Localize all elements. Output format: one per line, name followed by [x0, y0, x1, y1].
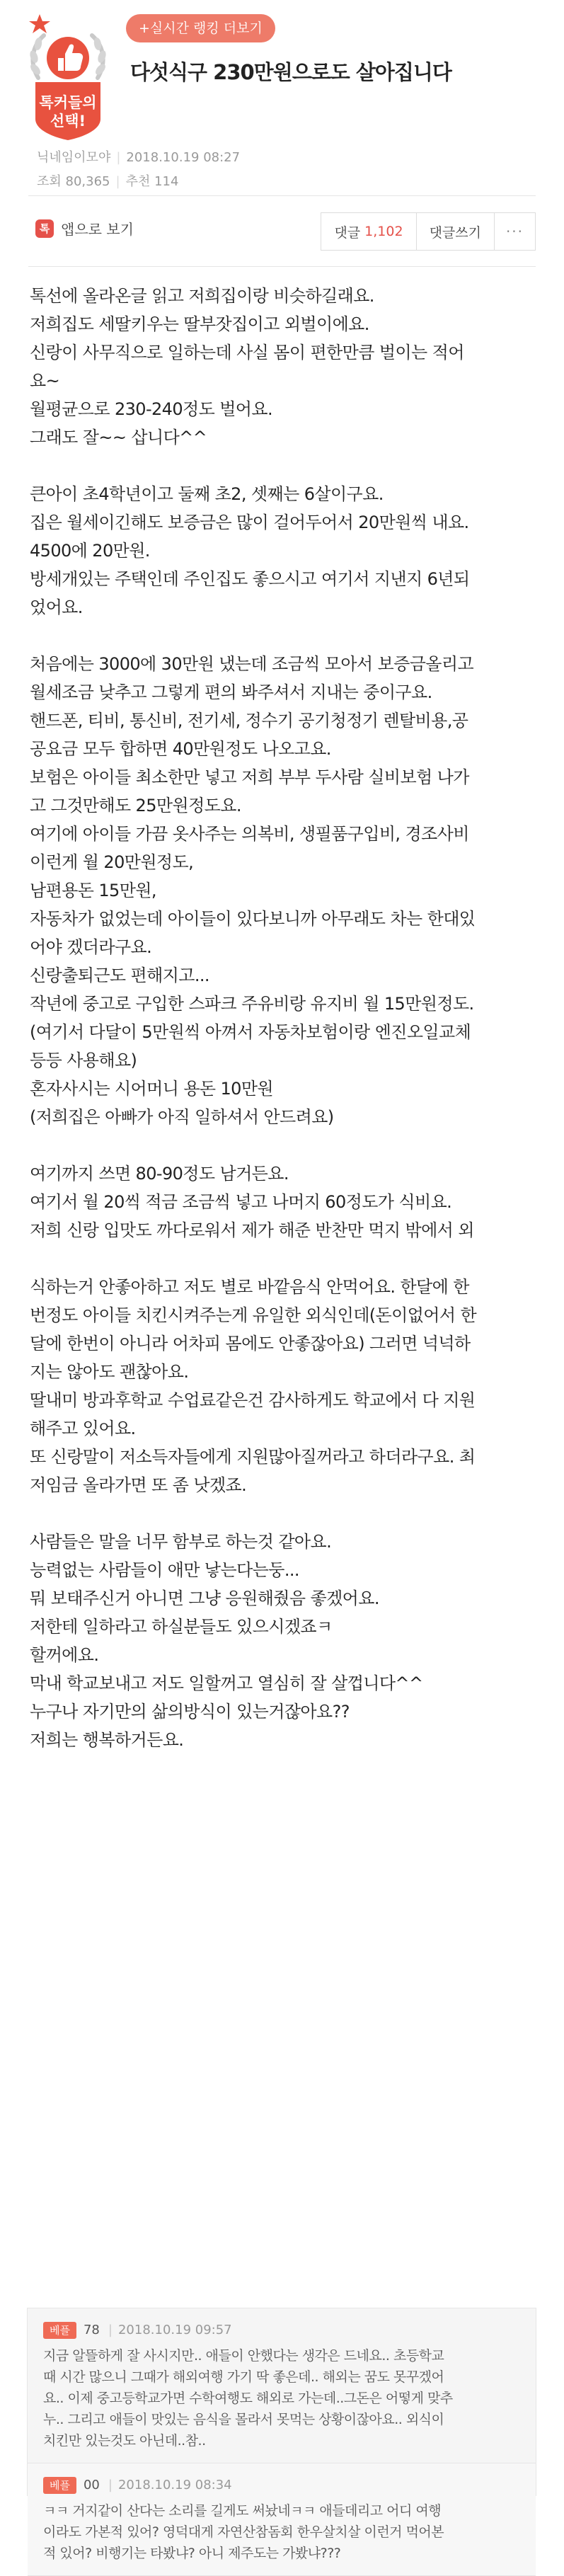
- comment-line: 누.. 그리고 애들이 맛있는 음식을 몰라서 못먹는 상황이잖아요.. 외식이: [43, 2412, 444, 2427]
- best-comment-badge: 베플: [43, 2322, 76, 2339]
- body-line: 남편용돈 15만원,: [30, 881, 156, 900]
- reply-label: 댓글: [334, 224, 361, 241]
- meta-separator: |: [108, 2478, 113, 2492]
- body-line: 보험은 아이들 최소한만 넣고 저희 부부 두사람 실비보험 나가: [30, 767, 469, 787]
- post-datetime: 2018.10.19 08:27: [126, 150, 241, 165]
- views-count: 80,365: [65, 174, 110, 189]
- body-line: 공요금 모두 합하면 40만원정도 나오고요.: [30, 739, 331, 759]
- body-line: 월평균으로 230-240정도 벌어요.: [30, 399, 273, 419]
- post-toolbar: [28, 212, 536, 251]
- body-line: 어야 겠더라구요.: [30, 937, 152, 957]
- comment-line: 적 있어? 비행기는 타봤냐? 아니 제주도는 가봤냐???: [43, 2546, 341, 2561]
- comment-user[interactable]: 78: [83, 2323, 100, 2337]
- body-line: 지는 않아도 괜찮아요.: [30, 1362, 189, 1382]
- body-line: 었어요.: [30, 597, 83, 617]
- body-line: [30, 1244, 518, 1273]
- best-comments: [27, 2308, 536, 2561]
- recommends-label: 추천: [125, 174, 151, 189]
- body-line: 번정도 아이들 치킨시켜주는게 유일한 외식인데(돈이없어서 한: [30, 1305, 477, 1325]
- comment-user[interactable]: 00: [83, 2478, 100, 2492]
- body-line: 능력없는 사람들이 애만 낳는다는둥...: [30, 1560, 299, 1580]
- comment-button-group: [321, 212, 536, 251]
- open-in-app-label: 앱으로 보기: [61, 221, 134, 238]
- body-paragraph: [30, 650, 518, 1131]
- write-comment-button[interactable]: 댓글쓰기: [417, 212, 495, 251]
- comment-item: [28, 2463, 536, 2576]
- body-line: 여기에 아이들 가끔 옷사주는 의복비, 생필품구입비, 경조사비: [30, 824, 469, 844]
- pick-badge: [25, 14, 110, 142]
- body-line: 집은 월세이긴해도 보증금은 많이 걸어두어서 20만원씩 내요.: [30, 513, 469, 532]
- comment-item: [28, 2308, 536, 2463]
- comment-line: ㅋㅋ 거지같이 산다는 소리를 길게도 써놨네ㅋㅋ 애들데리고 어디 여행: [43, 2503, 442, 2519]
- comment-datetime: 2018.10.19 08:34: [117, 2478, 232, 2492]
- best-comment-badge: 베플: [43, 2477, 76, 2494]
- reply-count: 1,102: [364, 224, 403, 239]
- body-line: 저희집도 세딸키우는 딸부잣집이고 외벌이에요.: [30, 314, 369, 334]
- body-line: 식하는거 안좋아하고 저도 별로 바깥음식 안먹어요. 한달에 한: [30, 1277, 469, 1297]
- body-line: 딸내미 방과후학교 수업료같은건 감사하게도 학교에서 다 지원: [30, 1390, 476, 1410]
- body-line: 4500에 20만원.: [30, 541, 150, 561]
- body-line: 자동차가 없었는데 아이들이 있다보니까 아무래도 차는 한대있: [30, 909, 476, 929]
- body-line: 월세조금 낮추고 그렇게 편의 봐주셔서 지내는 중이구요.: [30, 682, 432, 702]
- body-paragraph: [30, 1160, 518, 1499]
- comment-line: 치킨만 있는것도 아닌데..참..: [43, 2433, 206, 2449]
- comment-text: [43, 2345, 520, 2451]
- meta-separator: |: [116, 150, 121, 165]
- comment-header: [43, 2321, 520, 2340]
- body-line: 톡선에 올라온글 읽고 저희집이랑 비슷하길래요.: [30, 286, 374, 306]
- divider: [28, 266, 536, 267]
- body-line: 작년에 중고로 구입한 스파크 주유비랑 유지비 월 15만원정도.: [30, 994, 474, 1014]
- body-line: 고 그것만해도 25만원정도요.: [30, 796, 241, 815]
- author-name[interactable]: 닉네임이모야: [37, 150, 111, 165]
- comment-line: 때 시간 많으니 그때가 해외여행 가기 딱 좋은데.. 해외는 꿈도 못꾸겠어: [43, 2369, 444, 2385]
- more-options-icon[interactable]: ···: [495, 212, 536, 251]
- post-header: [0, 0, 564, 142]
- body-line: 저희는 행복하거든요.: [30, 1730, 184, 1750]
- body-line: 그래도 잘~~ 삽니다^^: [30, 428, 207, 447]
- body-line: 핸드폰, 티비, 통신비, 전기세, 정수기 공기청정기 렌탈비용,공: [30, 711, 468, 731]
- badge-label-line2: 선택!: [50, 113, 86, 130]
- body-paragraph: [30, 282, 518, 452]
- body-line: 처음에는 3000에 30만원 냈는데 조금씩 모아서 보증금올리고: [30, 654, 474, 674]
- body-line: (저희집은 아빠가 아직 일하셔서 안드려요): [30, 1107, 334, 1127]
- meta-separator: |: [115, 174, 120, 189]
- body-line: (여기서 다달이 5만원씩 아껴서 자동차보험이랑 엔진오일교체: [30, 1022, 471, 1042]
- reply-count-button[interactable]: [321, 212, 416, 251]
- open-in-app-button[interactable]: [35, 218, 134, 239]
- body-line: 등등 사용해요): [30, 1051, 137, 1070]
- meta-separator: |: [108, 2323, 113, 2337]
- body-line: 해주고 있어요.: [30, 1419, 136, 1438]
- badge-label-line1: 톡커들의: [39, 94, 97, 111]
- realtime-ranking-button[interactable]: +실시간 랭킹 더보기: [126, 14, 275, 42]
- body-line: 여기서 월 20씩 적금 조금씩 넣고 나머지 60정도가 식비요.: [30, 1192, 452, 1212]
- body-line: 방세개있는 주택인데 주인집도 좋으시고 여기서 지낸지 6년되: [30, 569, 470, 589]
- body-line: 사람들은 말을 너무 함부로 하는것 같아요.: [30, 1532, 332, 1552]
- body-line: 뭐 보태주신거 아니면 그냥 응원해줬음 좋겠어요.: [30, 1588, 379, 1608]
- body-line: 또 신랑말이 저소득자들에게 지원많아질꺼라고 하더라구요. 최: [30, 1447, 476, 1467]
- body-line: 혼자사시는 시어머니 용돈 10만원: [30, 1079, 274, 1099]
- comment-header: [43, 2476, 520, 2495]
- body-line: 누구나 자기만의 삶의방식이 있는거잖아요??: [30, 1702, 350, 1722]
- body-line: 큰아이 초4학년이고 둘째 초2, 셋째는 6살이구요.: [30, 484, 384, 504]
- body-line: 할꺼에요.: [30, 1645, 99, 1665]
- post-body: [30, 282, 518, 1782]
- body-paragraph: [30, 1528, 518, 1754]
- body-line: 저임금 올라가면 또 좀 낫겠죠.: [30, 1475, 247, 1495]
- badge-label: [25, 93, 110, 130]
- post-title: 다섯식구 230만원으로도 살아집니다: [130, 60, 451, 84]
- body-line: 막내 학교보내고 저도 일할꺼고 열심히 잘 살껍니다^^: [30, 1673, 423, 1693]
- app-icon: 톡: [35, 219, 54, 238]
- body-line: 여기까지 쓰면 80-90정도 남거든요.: [30, 1164, 289, 1184]
- body-paragraph: [30, 480, 518, 622]
- body-line: 달에 한번이 아니라 어차피 몸에도 안좋잖아요) 그러면 넉넉하: [30, 1334, 471, 1353]
- body-line: 저한테 일하라고 하실분들도 있으시겠죠ㅋ: [30, 1617, 333, 1637]
- comment-line: 이라도 가본적 있어? 영덕대게 자연산참돔회 한우살치살 이런거 먹어본: [43, 2524, 444, 2540]
- comment-text: [43, 2500, 520, 2564]
- comment-line: 요.. 이제 중고등학교가면 수학여행도 해외로 가는데..그돈은 어떻게 맞추: [43, 2391, 453, 2406]
- body-line: 요~: [30, 371, 60, 391]
- divider: [28, 195, 536, 196]
- body-line: 저희 신랑 입맛도 까다로워서 제가 해준 반찬만 먹지 밖에서 외: [30, 1220, 474, 1240]
- comment-line: 지금 알뜰하게 잘 사시지만.. 애들이 안했다는 생각은 드네요.. 초등학교: [43, 2348, 444, 2364]
- body-line: 신랑이 사무직으로 일하는데 사실 몸이 편한만큼 벌이는 적어: [30, 343, 464, 362]
- body-line: 신랑출퇴근도 편해지고...: [30, 966, 209, 985]
- recommends-count: 114: [154, 174, 179, 189]
- body-line: 이런게 월 20만원정도,: [30, 852, 194, 872]
- post-meta: [37, 146, 240, 194]
- comment-datetime: 2018.10.19 09:57: [117, 2323, 232, 2337]
- views-label: 조회: [37, 174, 62, 189]
